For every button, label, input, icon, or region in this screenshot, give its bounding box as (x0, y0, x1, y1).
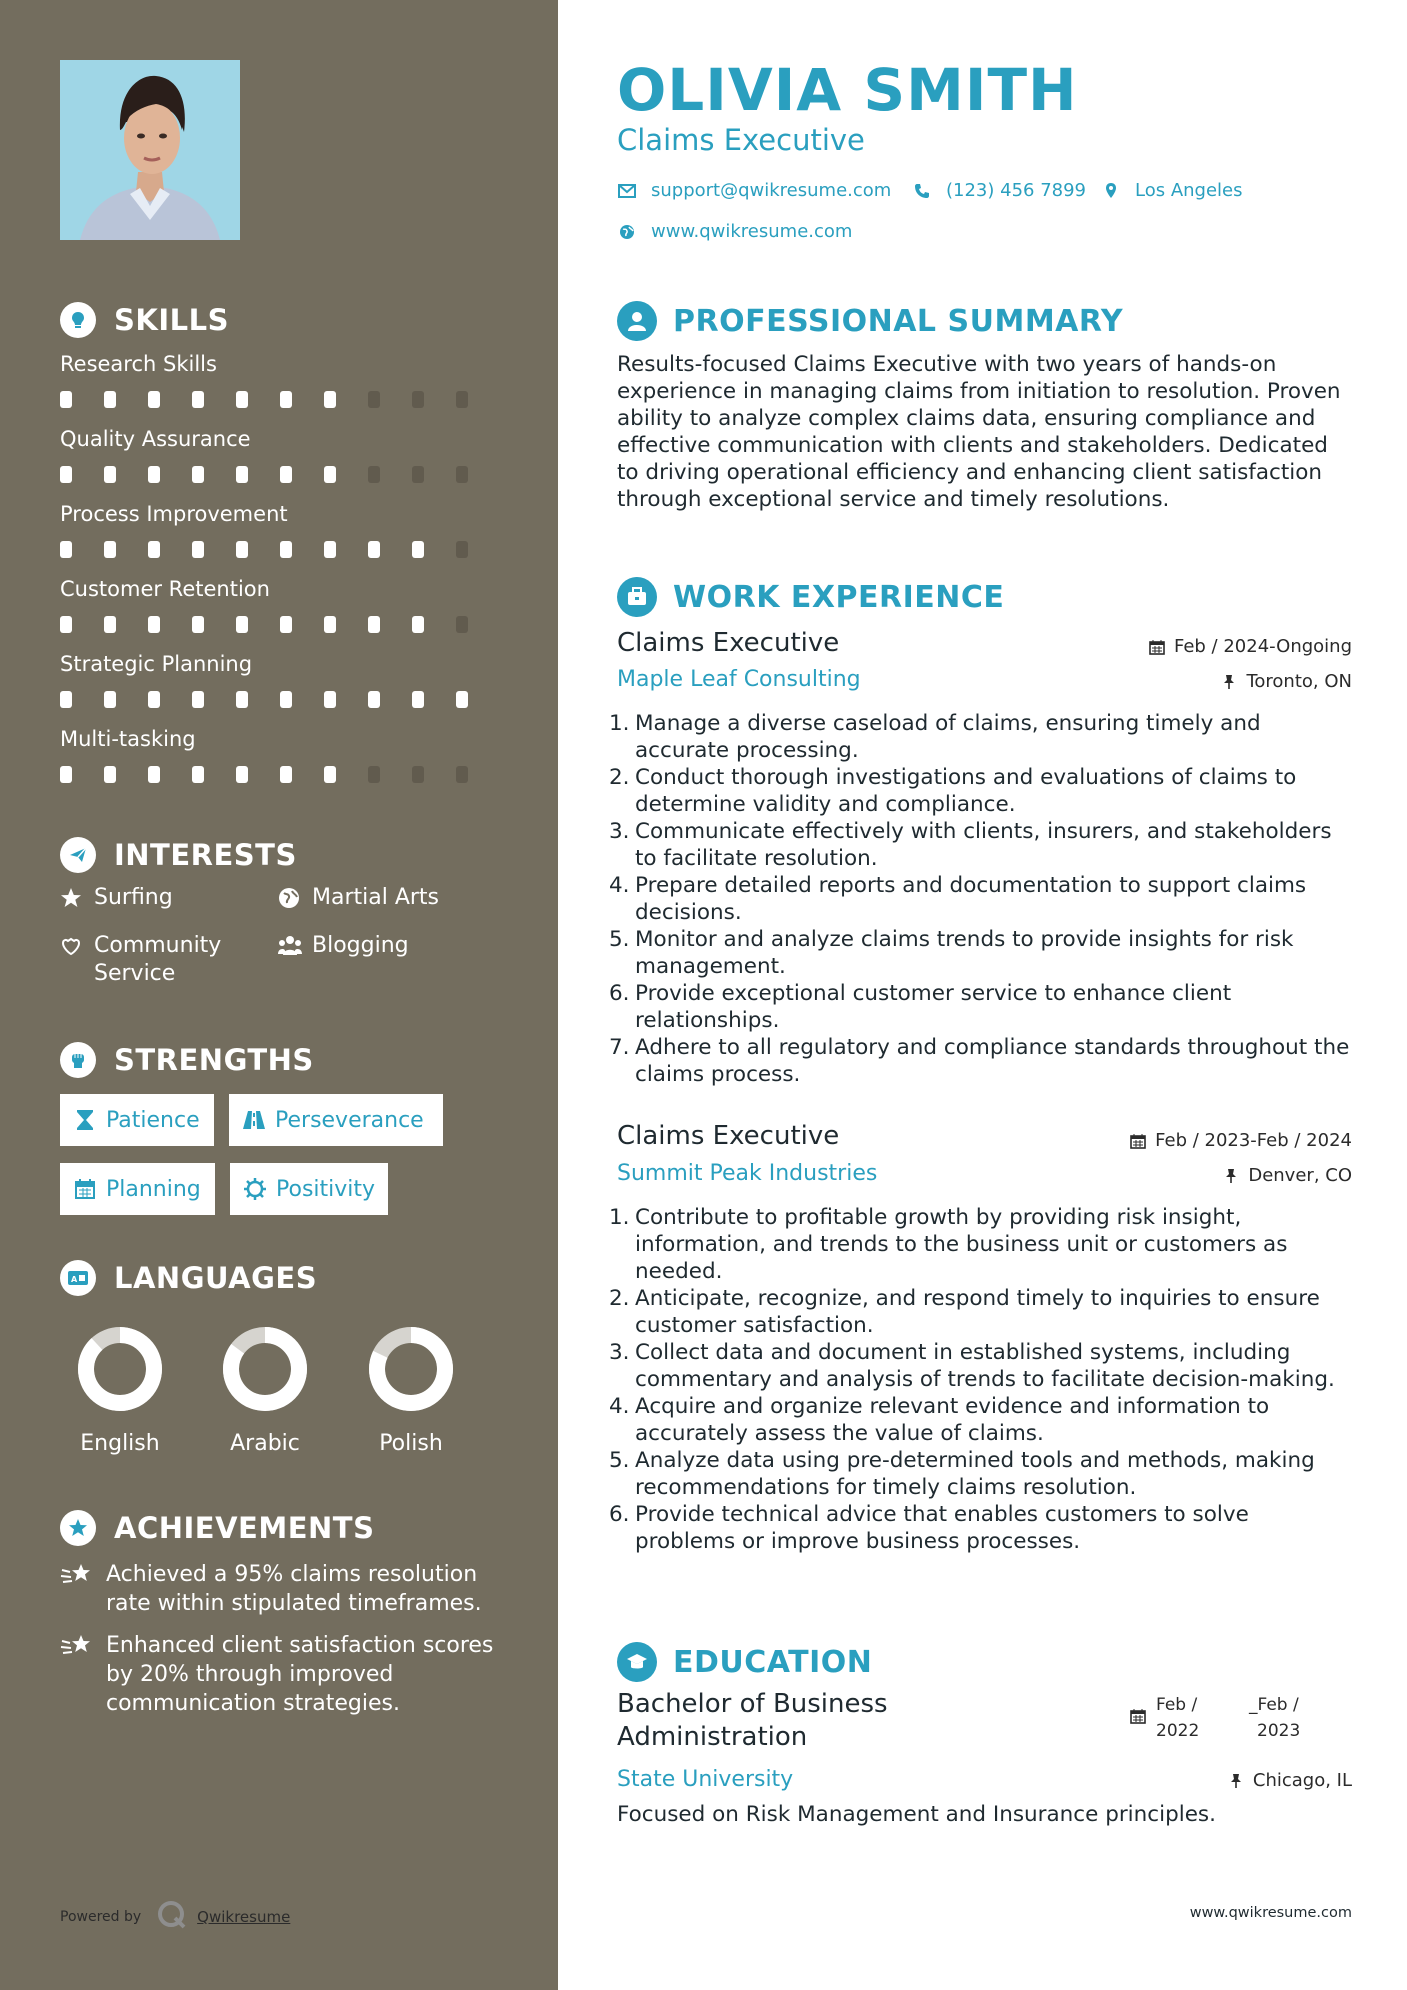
gear-icon (242, 1176, 268, 1202)
skill-name: Quality Assurance (60, 427, 251, 451)
skill-rating-dot (104, 616, 116, 633)
skill-rating-dot (412, 691, 424, 708)
language-name: Polish (379, 1431, 443, 1456)
skill-rating-dot (412, 766, 424, 783)
road-icon (241, 1107, 267, 1133)
duty-item: 5. Monitor and analyze claims trends to provide insights for risk management. (609, 927, 1294, 979)
education-heading: EDUCATION (617, 1641, 872, 1683)
experience-heading: WORK EXPERIENCE (617, 576, 1004, 618)
language-card-icon (60, 1260, 96, 1296)
skill-item (60, 649, 500, 708)
job-duties-1 (609, 710, 1352, 1088)
education-degree: Bachelor of Business Administration (617, 1689, 888, 1752)
education-start-date: Feb / 2022 (1156, 1695, 1200, 1741)
summary-text: Results-focused Claims Executive with two years of hands-on experience in managing claims from initiation to resolution. Proven ability to analyze complex claims data, ensuring compliance and effective communication with clients and stakeholders. Dedicated to driving operational efficiency and enhancing client satisfaction through exceptional service and timely resolutions. (617, 352, 1341, 512)
skill-rating-dot (148, 466, 160, 483)
skill-rating (60, 616, 500, 633)
calendar-icon (1130, 1708, 1146, 1728)
pushpin-icon (1220, 673, 1238, 691)
interest-item-martial-arts: Martial Arts (278, 884, 462, 912)
skill-rating-dot (60, 391, 72, 408)
skill-rating-dot (236, 616, 248, 633)
skill-rating-dot (368, 541, 380, 558)
job-duties-2 (609, 1204, 1352, 1555)
pushpin-icon (1222, 1167, 1240, 1185)
skill-item (60, 424, 500, 483)
achievement-item: Enhanced client satisfaction scores by 20% through improved communication strategies. (60, 1631, 500, 1718)
skill-rating-dot (236, 766, 248, 783)
contact-email[interactable]: support@qwikresume.com (617, 180, 891, 201)
skill-rating-dot (192, 541, 204, 558)
skill-rating-dot (60, 691, 72, 708)
skill-rating-dot (60, 616, 72, 633)
skill-rating (60, 541, 500, 558)
strength-badge-perseverance: Perseverance (229, 1094, 443, 1146)
candidate-name: OLIVIA SMITH (617, 56, 1078, 124)
strength-badge-planning: Planning (60, 1163, 215, 1215)
skill-rating-dot (324, 616, 336, 633)
skill-rating-dot (236, 391, 248, 408)
education-location: Chicago, IL (1227, 1770, 1352, 1791)
group-icon (278, 932, 302, 960)
skill-rating-dot (192, 391, 204, 408)
calendar-icon (72, 1176, 98, 1202)
calendar-icon (1129, 1132, 1147, 1150)
skill-rating-dot (280, 691, 292, 708)
pushpin-icon (1227, 1772, 1245, 1790)
skill-rating-dot (280, 391, 292, 408)
skill-rating-dot (412, 616, 424, 633)
skill-rating-dot (192, 616, 204, 633)
duty-item: 4. Acquire and organize relevant evidence and information to accurately assess the value of claims. (609, 1394, 1270, 1446)
strength-badge-positivity: Positivity (230, 1163, 388, 1215)
skill-rating-dot (60, 466, 72, 483)
skill-rating-dot (412, 391, 424, 408)
strengths-heading (60, 1040, 314, 1080)
sidebar (0, 0, 558, 1990)
shooting-star-icon (60, 1560, 94, 1590)
skill-rating-dot (148, 391, 160, 408)
skill-rating (60, 766, 500, 783)
skill-rating-dot (192, 691, 204, 708)
main-content (609, 0, 1352, 1990)
achievements-heading (60, 1508, 374, 1548)
globe-icon (278, 884, 302, 912)
hourglass-icon (72, 1107, 98, 1133)
skill-rating-dot (104, 391, 116, 408)
contact-phone[interactable]: (123) 456 7899 (912, 180, 1086, 201)
skill-rating-dot (368, 616, 380, 633)
skill-rating-dot (412, 541, 424, 558)
job-company: Maple Leaf Consulting (617, 667, 861, 692)
contact-location: Los Angeles (1101, 180, 1243, 201)
language-item (65, 1325, 175, 1456)
skill-rating-dot (456, 541, 468, 558)
languages-heading (60, 1258, 317, 1298)
skill-rating-dot (324, 541, 336, 558)
skill-rating (60, 466, 500, 483)
interest-item-community-service: Community Service (60, 932, 244, 988)
achievement-item: Achieved a 95% claims resolution rate within stipulated timeframes. (60, 1560, 500, 1618)
lightbulb-icon (60, 302, 96, 338)
skill-rating-dot (456, 691, 468, 708)
skill-rating-dot (148, 541, 160, 558)
skill-rating-dot (368, 766, 380, 783)
job-dates: Feb / 2023-Feb / 2024 (1129, 1130, 1352, 1151)
candidate-title: Claims Executive (617, 123, 865, 157)
skill-rating-dot (236, 541, 248, 558)
calendar-icon (1148, 638, 1166, 656)
star-icon (60, 884, 84, 912)
language-name: Arabic (230, 1431, 300, 1456)
skill-rating-dot (280, 466, 292, 483)
skill-rating-dot (368, 466, 380, 483)
skill-rating-dot (456, 616, 468, 633)
duty-item: 6. Provide technical advice that enables customers to solve problems or improve business processes. (609, 1502, 1249, 1554)
skill-rating-dot (192, 766, 204, 783)
duty-item: 1. Contribute to profitable growth by providing risk insight, information, and trends to the business unit or customers as needed. (609, 1205, 1288, 1284)
duty-item: 1. Manage a diverse caseload of claims, ensuring timely and accurate processing. (609, 711, 1261, 763)
skill-name: Multi-tasking (60, 727, 196, 751)
fist-icon (60, 1042, 96, 1078)
skill-name: Process Improvement (60, 502, 288, 526)
skill-rating-dot (280, 616, 292, 633)
skill-item (60, 349, 500, 408)
skill-rating-dot (368, 391, 380, 408)
skill-rating-dot (456, 766, 468, 783)
skill-rating-dot (456, 466, 468, 483)
job-role: Claims Executive (617, 1121, 840, 1151)
interests-heading (60, 835, 297, 875)
qwikresume-link[interactable]: Qwikresume (197, 1908, 291, 1926)
duty-item: 2. Anticipate, recognize, and respond timely to inquiries to ensure customer satisfaction. (609, 1286, 1320, 1338)
gauge-fill (86, 1335, 154, 1403)
skill-rating (60, 391, 500, 408)
duty-item: 6. Provide exceptional customer service to enhance client relationships. (609, 981, 1232, 1033)
skill-rating-dot (324, 691, 336, 708)
skill-rating-dot (280, 766, 292, 783)
skills-heading (60, 300, 229, 340)
interest-item-blogging: Blogging (278, 932, 462, 960)
skills-heading-text: SKILLS (114, 303, 229, 337)
skill-rating-dot (104, 466, 116, 483)
skill-rating-dot (104, 691, 116, 708)
skill-rating-dot (104, 541, 116, 558)
strength-badge-patience: Patience (60, 1094, 214, 1146)
skill-rating-dot (148, 766, 160, 783)
education-school: State University (617, 1767, 794, 1792)
paper-plane-icon (60, 837, 96, 873)
skill-rating (60, 691, 500, 708)
skill-rating-dot (412, 466, 424, 483)
hand-icon (60, 932, 84, 960)
svg-text:A: A (71, 1275, 78, 1284)
powered-by: Powered by Qwikresume (60, 1900, 290, 1934)
skill-rating-dot (192, 466, 204, 483)
job-location: Denver, CO (1222, 1165, 1352, 1186)
job-company: Summit Peak Industries (617, 1161, 878, 1186)
globe-icon (617, 222, 637, 242)
skill-rating-dot (324, 466, 336, 483)
language-level-gauge (356, 1325, 466, 1413)
skill-rating-dot (60, 541, 72, 558)
strengths-heading-text: STRENGTHS (114, 1043, 314, 1077)
briefcase-icon (617, 577, 657, 617)
job-location: Toronto, ON (1220, 671, 1352, 692)
envelope-icon (617, 181, 637, 201)
interest-item-surfing: Surfing (60, 884, 244, 912)
achievement-star-icon (60, 1510, 96, 1546)
skill-rating-dot (324, 391, 336, 408)
skill-item (60, 724, 500, 783)
skill-rating-dot (324, 766, 336, 783)
profile-photo (60, 60, 240, 240)
job-role: Claims Executive (617, 628, 840, 658)
duty-item: 7. Adhere to all regulatory and compliance standards throughout the claims process. (609, 1035, 1350, 1087)
contact-website[interactable]: www.qwikresume.com (617, 221, 852, 242)
skill-rating-dot (148, 616, 160, 633)
phone-icon (912, 181, 932, 201)
skill-rating-dot (236, 691, 248, 708)
qwikresume-logo-icon (157, 1900, 187, 1934)
footer-website-link[interactable]: www.qwikresume.com (1189, 1905, 1352, 1921)
language-item (356, 1325, 466, 1456)
skill-rating-dot (368, 691, 380, 708)
education-end-date: _Feb / 2023 (1249, 1695, 1301, 1741)
skill-rating-dot (456, 391, 468, 408)
language-level-gauge (65, 1325, 175, 1413)
languages-heading-text: LANGUAGES (114, 1261, 318, 1295)
shooting-star-icon (60, 1631, 94, 1661)
skill-item (60, 499, 500, 558)
summary-heading: PROFESSIONAL SUMMARY (617, 300, 1123, 342)
graduation-icon (617, 1642, 657, 1682)
skill-item (60, 574, 500, 633)
duty-item: 3. Communicate effectively with clients, insurers, and stakeholders to facilitate resolution. (609, 819, 1332, 871)
job-dates: Feb / 2024-Ongoing (1148, 636, 1352, 657)
achievements-heading-text: ACHIEVEMENTS (114, 1511, 375, 1545)
skill-name: Customer Retention (60, 577, 270, 601)
education-description: Focused on Risk Management and Insurance principles. (617, 1802, 1216, 1827)
skill-rating-dot (148, 691, 160, 708)
interests-heading-text: INTERESTS (114, 838, 297, 872)
skill-name: Research Skills (60, 352, 217, 376)
skill-rating-dot (104, 766, 116, 783)
skill-rating-dot (236, 466, 248, 483)
skill-name: Strategic Planning (60, 652, 253, 676)
duty-item: 2. Conduct thorough investigations and evaluations of claims to determine validity and compliance. (609, 765, 1297, 817)
language-level-gauge (210, 1325, 320, 1413)
map-pin-icon (1101, 181, 1121, 201)
language-name: English (80, 1431, 160, 1456)
duty-item: 5. Analyze data using pre-determined tools and methods, making recommendations for timely claims resolution. (609, 1448, 1315, 1500)
skill-rating-dot (60, 766, 72, 783)
duty-item: 4. Prepare detailed reports and documentation to support claims decisions. (609, 873, 1307, 925)
language-item (210, 1325, 320, 1456)
skill-rating-dot (280, 541, 292, 558)
user-icon (617, 301, 657, 341)
duty-item: 3. Collect data and document in established systems, including commentary and analysis of trends to facilitate decision-making. (609, 1340, 1335, 1392)
